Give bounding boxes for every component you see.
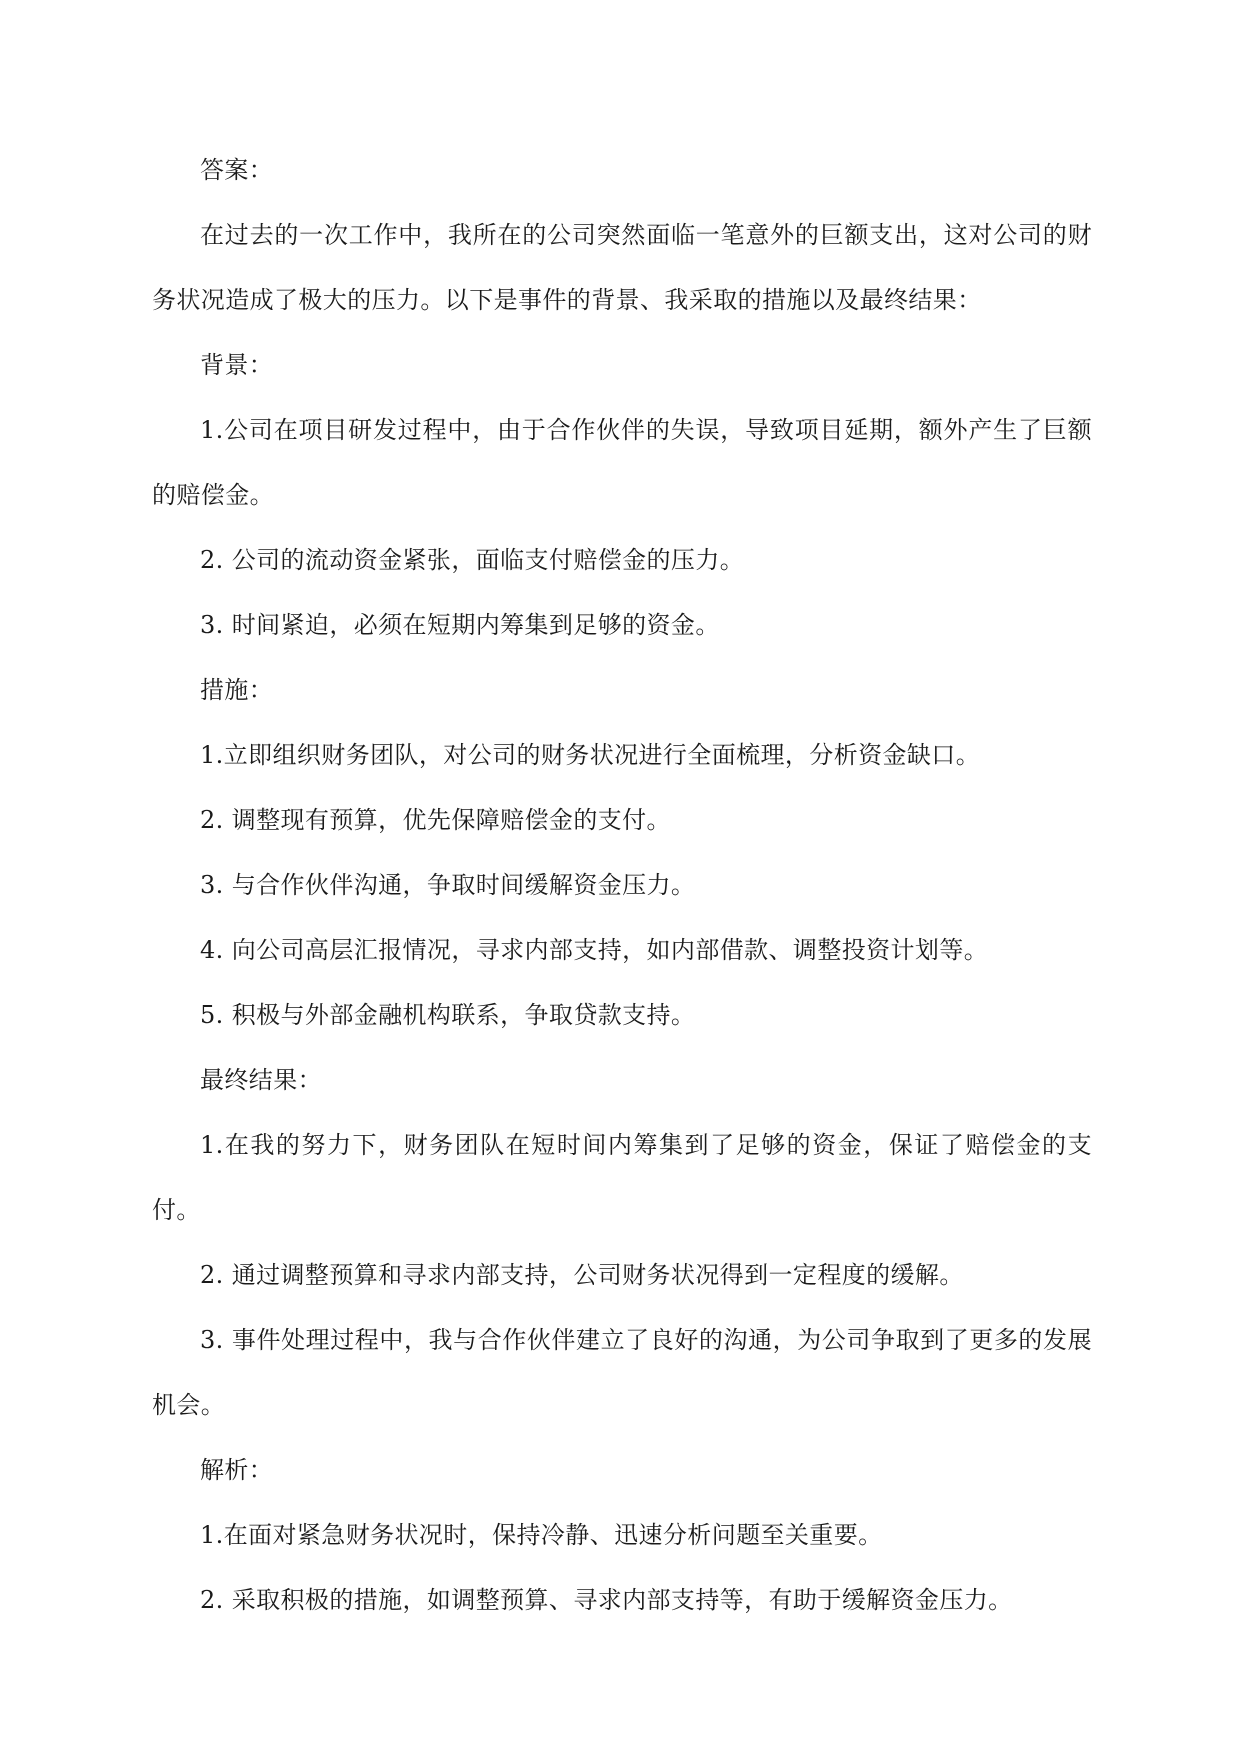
document-body — [152, 138, 1092, 1633]
measures-item-2: 2. 调整现有预算，优先保障赔偿金的支付。 — [200, 806, 671, 834]
answer-heading: 答案： — [200, 156, 274, 184]
measures-item-1: 1.立即组织财务团队，对公司的财务状况进行全面梳理，分析资金缺口。 — [200, 741, 981, 769]
results-item-1: 1.在我的努力下，财务团队在短时间内筹集到了足够的资金，保证了赔偿金的支付。 — [152, 1131, 1092, 1224]
measures-heading: 措施： — [200, 676, 274, 704]
measures-item-4: 4. 向公司高层汇报情况，寻求内部支持，如内部借款、调整投资计划等。 — [200, 936, 989, 964]
results-heading: 最终结果： — [200, 1066, 322, 1094]
background-item-3: 3. 时间紧迫，必须在短期内筹集到足够的资金。 — [200, 611, 720, 639]
measures-item-5: 5. 积极与外部金融机构联系，争取贷款支持。 — [200, 1001, 696, 1029]
measures-item-3: 3. 与合作伙伴沟通，争取时间缓解资金压力。 — [200, 871, 696, 899]
analysis-heading: 解析： — [200, 1456, 274, 1484]
background-item-2: 2. 公司的流动资金紧张，面临支付赔偿金的压力。 — [200, 546, 745, 574]
intro-paragraph: 在过去的一次工作中，我所在的公司突然面临一笔意外的巨额支出，这对公司的财务状况造成了极大的压力。以下是事件的背景、我采取的措施以及最终结果： — [152, 221, 1092, 314]
analysis-item-2: 2. 采取积极的措施，如调整预算、寻求内部支持等，有助于缓解资金压力。 — [200, 1586, 1013, 1614]
background-item-1: 1.公司在项目研发过程中，由于合作伙伴的失误，导致项目延期，额外产生了巨额的赔偿金。 — [152, 416, 1092, 509]
background-heading: 背景： — [200, 351, 274, 379]
results-item-2: 2. 通过调整预算和寻求内部支持，公司财务状况得到一定程度的缓解。 — [200, 1261, 964, 1289]
analysis-item-1: 1.在面对紧急财务状况时，保持冷静、迅速分析问题至关重要。 — [200, 1521, 883, 1549]
results-item-3: 3. 事件处理过程中，我与合作伙伴建立了良好的沟通，为公司争取到了更多的发展机会。 — [152, 1326, 1092, 1419]
